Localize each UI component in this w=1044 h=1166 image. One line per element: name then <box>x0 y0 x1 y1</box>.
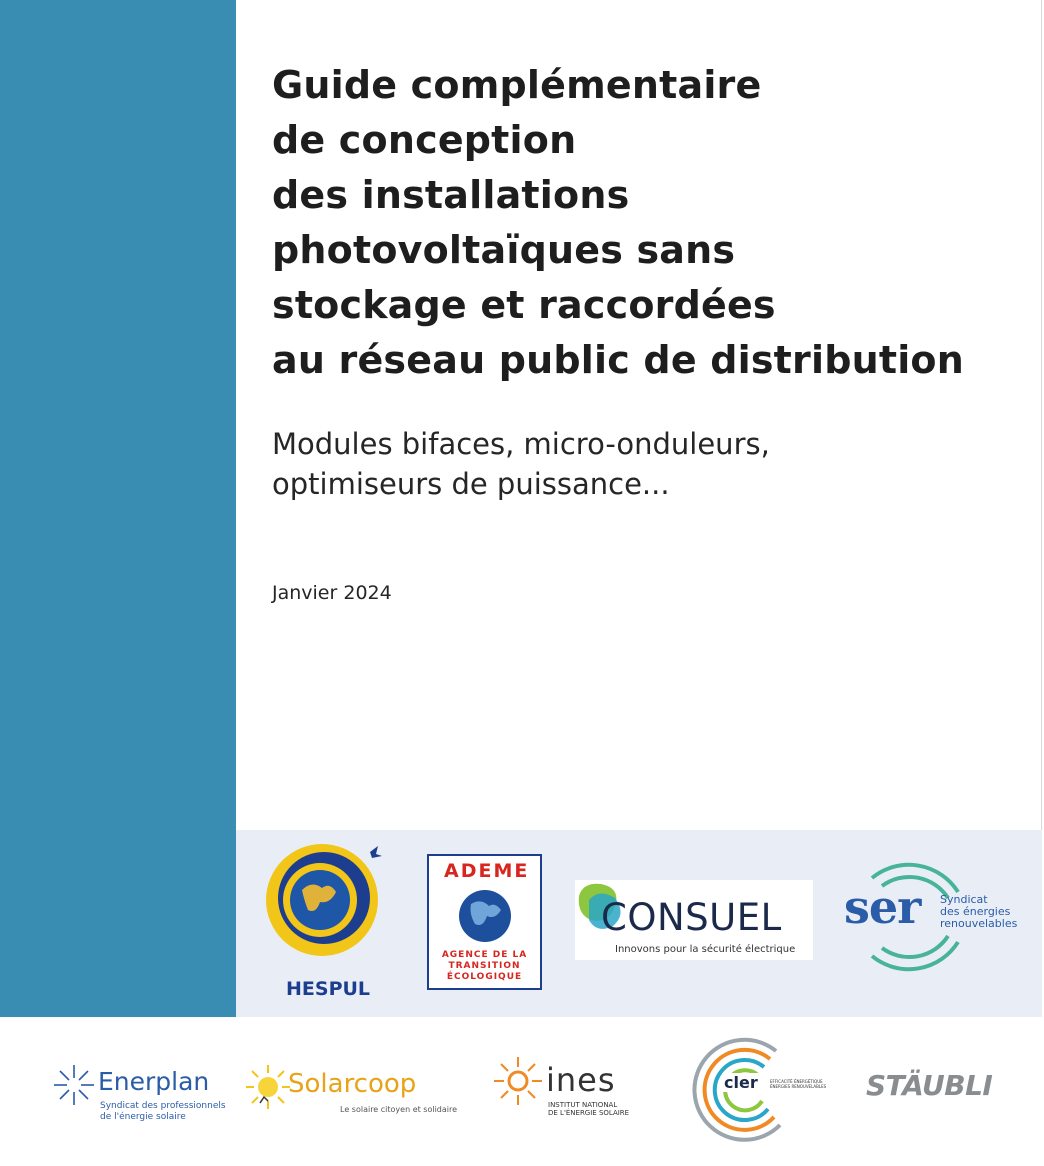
sun-icon <box>244 1063 292 1111</box>
enerplan-logo <box>52 1061 226 1131</box>
title-line: au réseau public de distribution <box>272 338 964 382</box>
partner-logo-band <box>236 830 1042 1017</box>
title-line: stockage et raccordées <box>272 283 776 327</box>
solarcoop-tagline: Le solaire citoyen et solidaire <box>340 1105 458 1114</box>
hespul-wordmark: HESPUL <box>286 978 371 1000</box>
ser-wordmark: ser <box>844 880 921 934</box>
document-subtitle <box>272 424 1032 504</box>
document-title <box>272 58 1032 388</box>
subtitle-line: optimiseurs de puissance... <box>272 467 670 501</box>
cler-wordmark: cler <box>724 1073 758 1092</box>
solarcoop-wordmark: Solarcoop <box>288 1069 417 1099</box>
ines-logo <box>492 1055 652 1125</box>
ines-wordmark: ines <box>546 1061 616 1099</box>
enerplan-wordmark: Enerplan <box>98 1067 210 1096</box>
publication-date: Janvier 2024 <box>272 582 392 604</box>
ser-tagline: Syndicat des énergies renouvelables <box>940 893 1018 930</box>
ser-logo <box>842 852 1022 982</box>
ines-sun-icon <box>492 1055 544 1107</box>
title-line: de conception <box>272 118 577 162</box>
hespul-logo <box>260 844 390 1004</box>
title-line: des installations <box>272 173 630 217</box>
cler-tagline: EFFICACITÉ ÉNERGÉTIQUE ÉNERGIES RENOUVELABLES <box>770 1079 827 1089</box>
ademe-tagline: AGENCE DE LA TRANSITION ÉCOLOGIQUE <box>441 950 528 982</box>
cler-logo <box>684 1029 844 1149</box>
ines-tagline: INSTITUT NATIONAL DE L'ÉNERGIE SOLAIRE <box>548 1101 630 1117</box>
consuel-logo <box>575 880 813 960</box>
title-line: Guide complémentaire <box>272 63 762 107</box>
solarcoop-logo <box>244 1059 464 1129</box>
staubli-logo <box>866 1069 1016 1109</box>
ademe-logo <box>427 854 542 990</box>
enerplan-burst-icon <box>52 1063 96 1107</box>
enerplan-tagline: Syndicat des professionnels de l'énergie solaire <box>100 1101 226 1122</box>
title-line: photovoltaïques sans <box>272 228 736 272</box>
hespul-emblem-icon <box>260 844 390 984</box>
subtitle-line: Modules bifaces, micro-onduleurs, <box>272 427 770 461</box>
staubli-wordmark: STÄUBLI <box>866 1069 993 1102</box>
ademe-wordmark: ADEME <box>444 860 530 882</box>
member-logo-band <box>0 1017 1042 1166</box>
consuel-tagline: Innovons pour la sécurité électrique <box>615 944 796 955</box>
globe-icon <box>455 886 515 946</box>
consuel-wordmark: CONSUEL <box>601 896 782 939</box>
sidebar-color-bar <box>0 0 236 1017</box>
